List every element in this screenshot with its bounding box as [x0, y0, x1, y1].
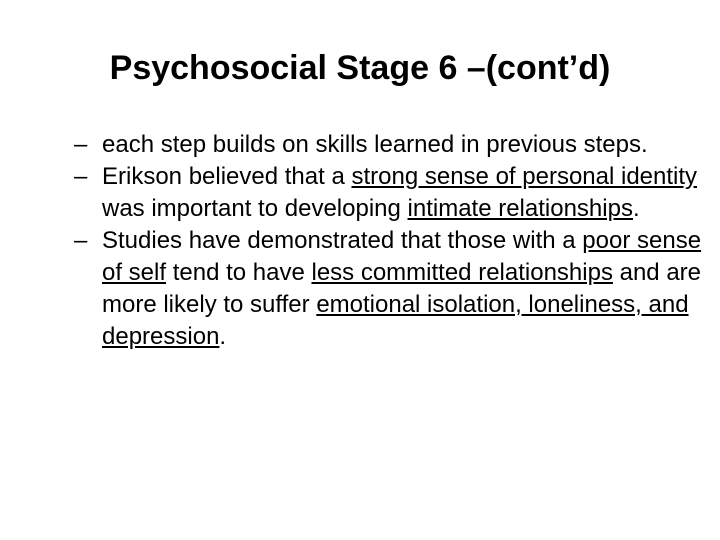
slide-title: Psychosocial Stage 6 –(cont’d)	[109, 49, 611, 87]
bullet-item	[74, 225, 704, 353]
bullet-text: was important to developing	[102, 195, 408, 222]
bullet-text: and are more likely to suffer	[102, 259, 702, 318]
bullet-text: tend to have	[166, 259, 312, 286]
underlined-phrase: strong sense of personal identity	[351, 163, 698, 190]
bullet-text: Erikson believed that a	[102, 163, 352, 190]
underlined-phrase: less committed relationships	[311, 259, 613, 286]
underlined-phrase: intimate relationships	[407, 195, 633, 222]
bullet-text: .	[219, 323, 227, 350]
bullet-text: Studies have demonstrated that those with a	[102, 227, 583, 254]
bullet-item	[74, 129, 704, 161]
underlined-phrase: poor sense of self	[102, 227, 702, 286]
bullet-text: .	[632, 195, 640, 222]
bullet-list	[74, 129, 704, 353]
bullet-marker: –	[74, 131, 88, 158]
bullet-text: each step builds on skills learned in previous steps.	[102, 131, 648, 158]
bullet-item	[74, 161, 704, 225]
bullet-marker: –	[74, 163, 88, 190]
underlined-phrase: emotional isolation, loneliness, and depression	[102, 291, 689, 350]
bullet-marker: –	[74, 227, 88, 254]
